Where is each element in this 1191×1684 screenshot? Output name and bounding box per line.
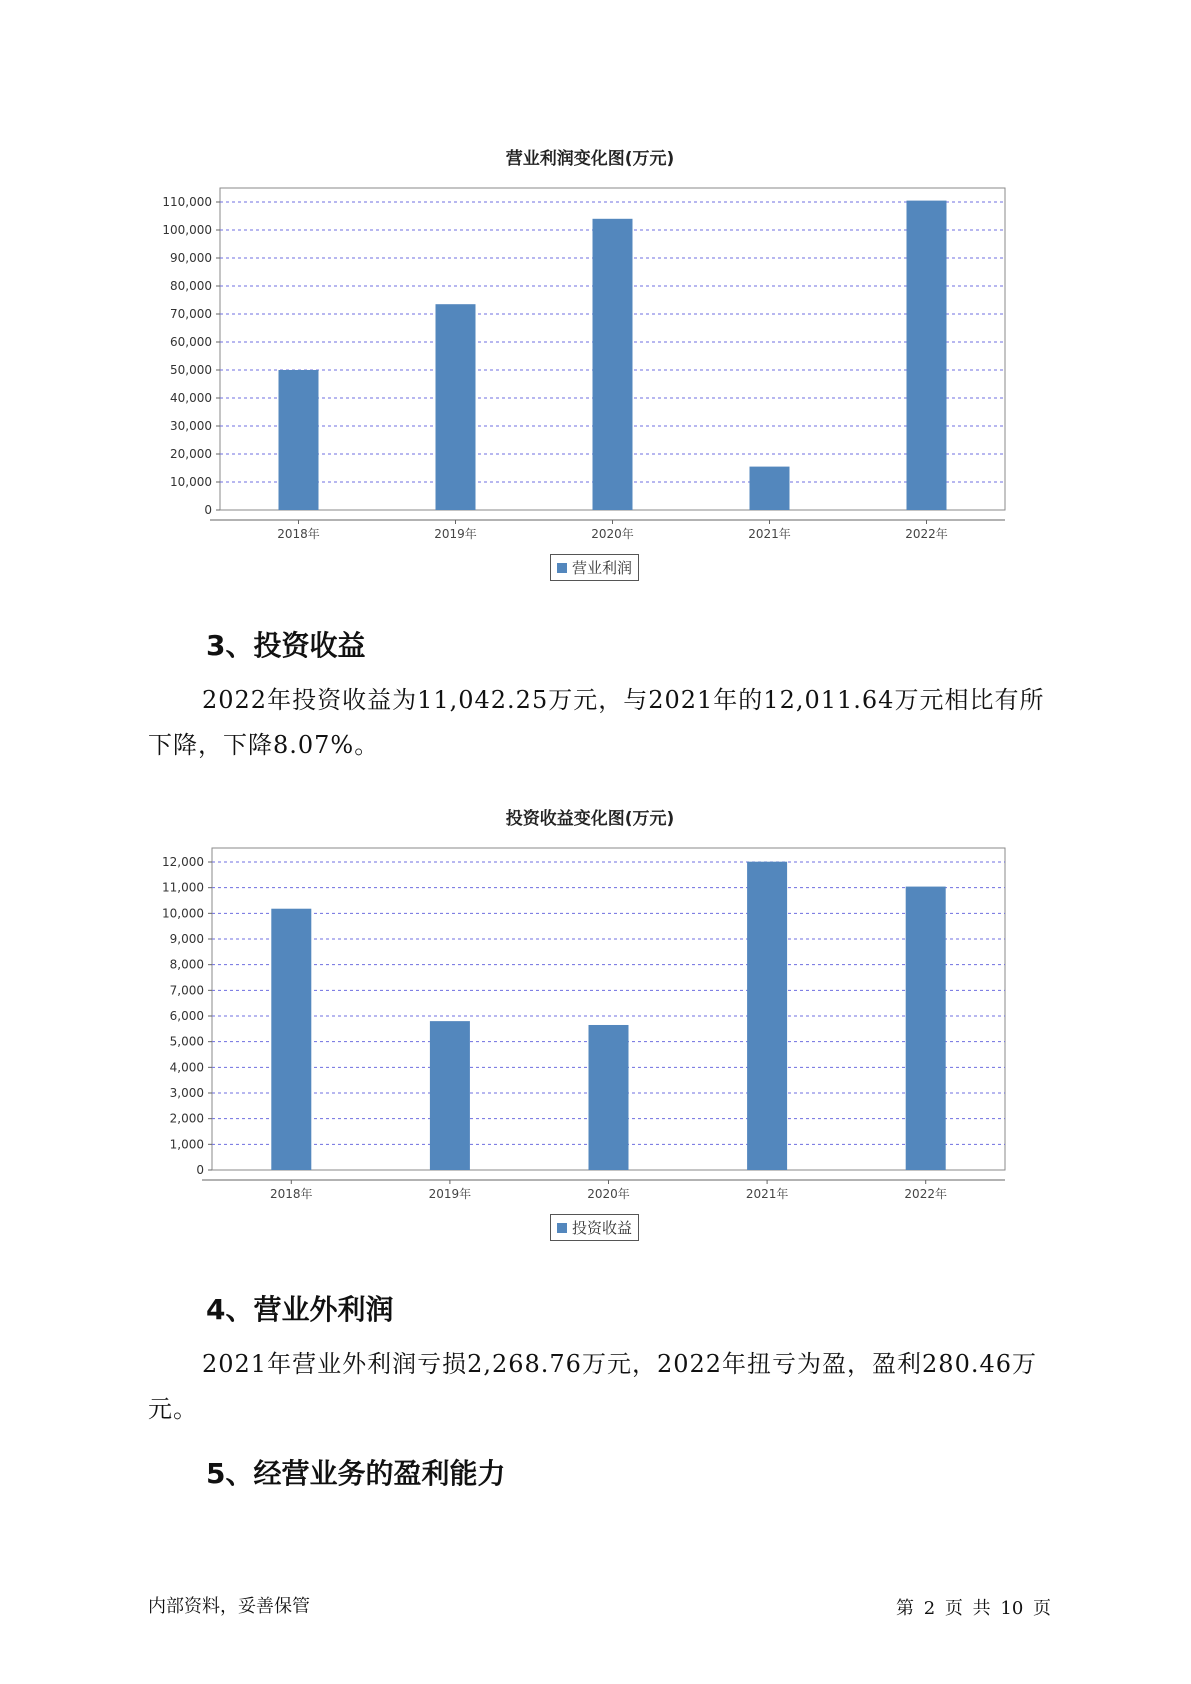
y-tick-label: 0 [196, 1163, 204, 1177]
section-paragraph-4 [148, 1342, 1048, 1432]
y-tick-label: 6,000 [169, 1009, 204, 1023]
chart-title: 投资收益变化图(万元) [505, 809, 675, 829]
y-tick-label: 10,000 [162, 906, 204, 921]
bar-2020年 [589, 1025, 629, 1170]
footer-page-number: 第 2 页 共 10 页 [896, 1598, 1051, 1619]
investment-income-plot [150, 840, 1030, 1220]
x-tick-label: 2018年 [270, 1187, 313, 1201]
y-tick-label: 10,000 [170, 475, 212, 489]
bar-2022年 [906, 887, 946, 1170]
y-tick-label: 100,000 [162, 223, 212, 237]
section-paragraph-3 [148, 678, 1048, 768]
bar-2019年 [430, 1021, 470, 1170]
y-tick-label: 3,000 [169, 1086, 204, 1100]
x-tick-label: 2021年 [748, 527, 791, 541]
paragraph-text: 2021年营业外利润亏损2,268.76万元，2022年扭亏为盈，盈利280.46万元。 [148, 1350, 1038, 1423]
y-tick-label: 4,000 [169, 1060, 204, 1075]
chart-legend [550, 1214, 639, 1241]
legend-swatch [557, 1223, 567, 1233]
footer-confidential-note: 内部资料，妥善保管 [148, 1596, 310, 1617]
chart-legend [550, 554, 639, 581]
paragraph-text: 2022年投资收益为11,042.25万元，与2021年的12,011.64万元相比有所下降，下降8.07%。 [148, 686, 1045, 759]
x-tick-label: 2018年 [277, 527, 320, 541]
operating-profit-plot [150, 180, 1030, 560]
legend-label: 营业利润 [572, 559, 633, 577]
y-tick-label: 1,000 [169, 1137, 204, 1152]
section-heading-4: 4、营业外利润 [206, 1293, 394, 1326]
y-tick-label: 30,000 [170, 419, 212, 433]
y-tick-label: 70,000 [170, 307, 212, 321]
chart-title: 营业利润变化图(万元) [505, 149, 675, 169]
x-tick-label: 2022年 [905, 527, 948, 541]
y-tick-label: 0 [204, 503, 212, 517]
x-tick-label: 2019年 [428, 1187, 472, 1201]
y-tick-label: 60,000 [170, 335, 212, 349]
x-tick-label: 2019年 [434, 527, 477, 541]
x-tick-label: 2021年 [745, 1187, 789, 1201]
y-tick-label: 11,000 [162, 880, 204, 895]
bar-2022年 [907, 201, 947, 510]
y-tick-label: 2,000 [169, 1111, 204, 1126]
section-heading-3: 3、投资收益 [206, 629, 366, 662]
y-tick-label: 40,000 [170, 391, 212, 405]
y-tick-label: 8,000 [169, 957, 204, 972]
bar-2019年 [436, 304, 476, 510]
investment-income-chart [150, 800, 1030, 1250]
y-tick-label: 12,000 [162, 855, 204, 869]
legend-swatch [557, 563, 567, 573]
bar-2020年 [593, 219, 633, 510]
x-tick-label: 2020年 [587, 1187, 630, 1201]
y-tick-label: 90,000 [170, 251, 212, 265]
y-tick-label: 5,000 [169, 1034, 204, 1049]
y-tick-label: 7,000 [169, 983, 204, 998]
legend-label: 投资收益 [572, 1219, 633, 1237]
y-tick-label: 110,000 [162, 195, 212, 209]
y-tick-label: 20,000 [170, 447, 212, 461]
y-tick-label: 50,000 [170, 363, 212, 377]
y-tick-label: 80,000 [170, 279, 212, 293]
y-tick-label: 9,000 [169, 932, 204, 946]
x-tick-label: 2020年 [591, 527, 634, 541]
bar-2018年 [279, 370, 319, 510]
bar-2018年 [271, 909, 311, 1170]
bar-2021年 [750, 467, 790, 510]
operating-profit-chart [150, 140, 1030, 590]
section-heading-5: 5、经营业务的盈利能力 [206, 1457, 506, 1490]
bar-2021年 [747, 862, 787, 1170]
x-tick-label: 2022年 [904, 1187, 947, 1201]
